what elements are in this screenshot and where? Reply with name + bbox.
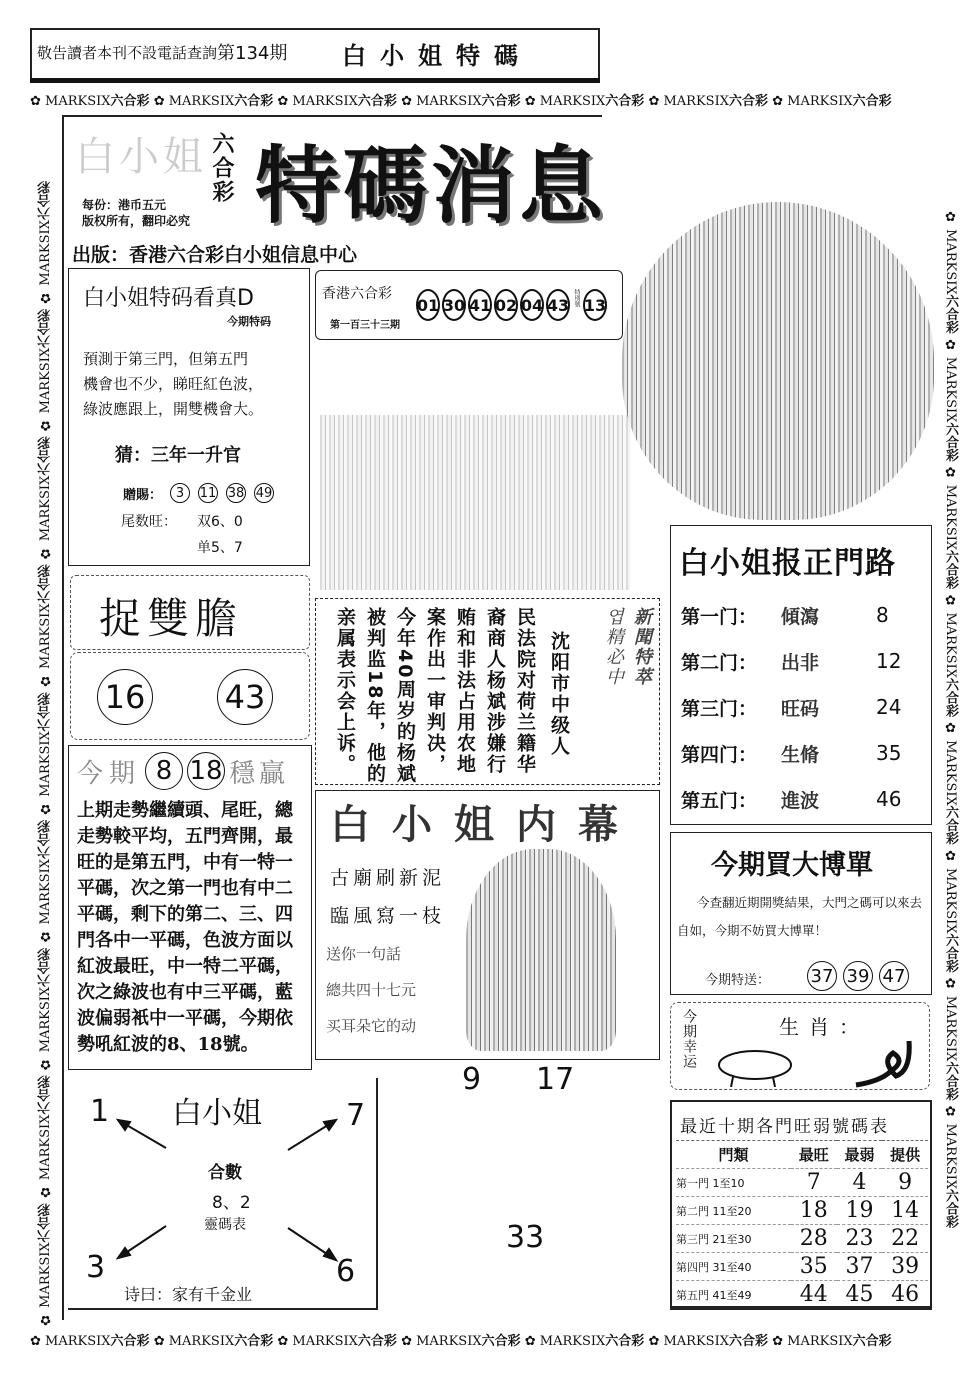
double-numbers-box [70,652,310,740]
prediction-subtitle: 今期特码 [227,315,271,328]
divider [30,78,600,83]
prediction-line: 預測于第三門，但第五門 [83,350,249,368]
marquee-unit: ✿ MARKSIX六合彩 [401,1334,521,1348]
issue-number: 第134期 [217,43,288,64]
insider-number: 33 [506,1220,545,1255]
double-number: 43 [217,669,273,725]
stats-value: 37 [837,1253,883,1281]
marquee-unit: ✿ MARKSIX六合彩 [30,94,150,108]
marquee-unit: ✿ MARKSIX六合彩 [524,1334,645,1348]
marquee-right [942,210,960,1325]
gate-label: 第五门： [681,789,758,812]
stats-value: 28 [791,1225,837,1253]
news-column: 被判监18年，他的 [364,607,386,785]
marquee-unit: ✿ MARKSIX六合彩 [943,465,958,590]
prediction-line: 機會也不少，睇旺紅色波， [83,375,264,393]
gift-ball: 3 [170,483,190,503]
prediction-text [83,347,263,422]
tail-label: 尾数旺： [121,514,177,530]
result-ball: 30 [442,289,466,321]
insider-number: 9 [462,1062,482,1097]
stats-header: 門類 [676,1141,791,1169]
zodiac-label: 生肖： [779,1015,869,1039]
spirit-box [68,1078,378,1310]
marquee-top [30,90,930,108]
gate-name: 旺码 [781,697,820,720]
lottery-label: 六合彩 [209,132,234,204]
marquee-unit: ✿ MARKSIX六合彩 [943,593,958,717]
gate-label: 第四门： [681,743,758,766]
insider-line: 送你一句話 [326,945,402,963]
gate-name: 生脩 [781,743,820,766]
result-ball: 04 [520,289,544,321]
prediction-title: 白小姐特码看真D [83,286,254,311]
marquee-unit: ✿ MARKSIX六合彩 [943,976,958,1101]
marquee-unit: ✿ MARKSIX六合彩 [648,94,768,108]
stats-header: 最弱 [837,1141,883,1169]
marquee-unit: ✿ MARKSIX六合彩 [943,210,958,334]
result-ball: 41 [468,289,492,321]
stats-row [676,1169,928,1197]
gate-number: 46 [876,787,902,811]
marquee-unit: ✿ MARKSIX六合彩 [38,692,53,816]
copyright: 版权所有，翻印必究 [82,214,191,228]
lucky-label: 今期幸运 [681,1009,697,1069]
stats-value: 4 [837,1169,883,1197]
gate-label: 第一门： [681,605,758,628]
stats-value: 19 [837,1197,883,1225]
sure-win-body: 上期走勢繼續頭、尾旺，總走勢較平均，五門齊開，最旺的是第五門，中有一特一平碼，次之第一門也有中二平碼，剩下的第二、三、四門各中一平碼，色波方面以紅波最旺，中一特二平碼，次之綠波也有中三平碼，藍波偏弱衹中一平碼，今期依勢吼紅波的8、18號。 [77,800,293,1055]
side-title: 新聞特萃 [631,607,652,687]
special-number: 37 [807,961,837,991]
insider-box [315,790,660,1060]
insider-title: 白小姐内幕 [330,802,640,848]
gate-name: 傾瀉 [781,605,820,628]
stats-row [676,1253,928,1281]
riddle: 猜：三年一升官 [115,445,241,466]
gate-name: 進波 [781,789,820,812]
sure-win-number: 8 [145,752,183,790]
stats-value: 23 [837,1225,883,1253]
news-column: 今年40周岁的杨斌 [394,607,416,785]
gate-row [681,684,921,730]
prediction-line: 綠波應跟上，開雙機會大。 [83,400,264,418]
poem-line: 臨風寫一枝 [330,905,446,927]
sum-label: 合數 [208,1163,242,1183]
gates-box [670,525,932,825]
sure-win-box [68,745,312,1070]
stats-row [676,1225,928,1253]
insider-line: 买耳朵它的动 [326,1017,417,1035]
marquee-unit: ✿ MARKSIX六合彩 [943,721,958,845]
gate-number: 12 [876,649,902,673]
double-number: 16 [97,669,153,725]
stats-header: 提供 [882,1141,928,1169]
big-bet-title: 今期買大博單 [711,850,873,881]
marquee-unit: ✿ MARKSIX六合彩 [772,1334,892,1348]
special-label: 今期特送： [705,973,771,988]
stats-gate: 第一門 1至10 [676,1169,791,1197]
insider-number: 17 [536,1062,575,1097]
lucky-box [670,1002,930,1090]
news-column: 民法院对荷兰籍华 [514,607,536,775]
gate-name: 出非 [781,651,820,674]
stats-value: 7 [791,1169,837,1197]
double-title: 捉雙膽 [99,594,244,643]
stats-header-row [676,1141,928,1169]
marquee-bottom [30,1330,935,1348]
marquee-unit: ✿ MARKSIX六合彩 [401,94,521,108]
news-column: 沈阳市中级人 [548,631,570,757]
gates-list [681,592,921,822]
side-title: 엽精必中 [603,607,624,687]
marquee-unit: ✿ MARKSIX六合彩 [38,181,53,305]
price: 每份：港币五元 [82,198,167,212]
marquee-unit: ✿ MARKSIX六合彩 [38,947,53,1072]
sure-win-prefix: 今期 [77,758,142,789]
stats-title: 最近十期各門旺弱號碼表 [680,1117,889,1137]
marquee-left [36,112,54,1327]
stats-row [676,1281,928,1309]
gift-label: 贈賜： [123,487,163,503]
marquee-unit: ✿ MARKSIX六合彩 [153,94,274,108]
notice: 敬告讀者本刊不設電話查詢 [37,44,218,62]
stats-value: 45 [837,1281,883,1309]
stats-row [676,1197,928,1225]
gate-row [681,776,921,822]
news-column: 亲属表示会上诉。 [334,607,356,775]
result-ball: 02 [494,289,518,321]
news-side-title [599,607,655,687]
marquee-unit: ✿ MARKSIX六合彩 [38,564,53,689]
stats-gate: 第四門 31至40 [676,1253,791,1281]
marquee-unit: ✿ MARKSIX六合彩 [772,94,892,108]
news-column: 贿和非法占用农地 [454,607,476,775]
corner-number: 6 [336,1254,356,1289]
stats-value: 35 [791,1253,837,1281]
prediction-box [68,268,310,566]
results-period: 第一百三十三期 [330,320,400,331]
news-box [315,598,660,785]
gifts [123,483,274,503]
results-label: 香港六合彩 [322,286,392,302]
corner-number: 1 [90,1094,110,1129]
gates-title: 白小姐报正門路 [679,546,896,581]
big-bet-box [670,832,932,995]
masthead-title: 特碼消息 [255,137,608,235]
pig-icon [711,1043,801,1087]
faint-brand: 白小姐 [75,134,207,180]
special-label: 特別號 [573,289,580,307]
marquee-unit: ✿ MARKSIX六合彩 [38,820,53,944]
stats-box [670,1100,932,1310]
marquee-unit: ✿ MARKSIX六合彩 [943,337,958,462]
poem: 诗曰：家有千金业 [124,1285,253,1304]
special-number: 39 [843,961,873,991]
news-column: 裔商人杨斌涉嫌行 [484,607,506,775]
result-ball: 43 [546,289,570,321]
header-strip [30,28,600,80]
tail-even: 双6、0 [197,514,243,530]
tail-odd: 单5、7 [197,540,243,556]
marquee-unit: ✿ MARKSIX六合彩 [277,1334,397,1348]
stats-value: 46 [882,1281,928,1309]
big-bet-body: 今查翻近期開獎結果，大門之碼可以來去自如，今期不妨買大博單！ [677,895,923,938]
gate-row [681,592,921,638]
special-number: 47 [879,961,909,991]
news-columns [330,607,574,784]
sum-value: 8、2 [212,1193,251,1213]
sure-win-title [77,752,289,790]
marquee-unit: ✿ MARKSIX六合彩 [943,848,958,973]
header-brand: 白小姐特碼 [342,42,532,70]
gate-number: 24 [876,695,902,719]
gate-label: 第三门： [681,697,758,720]
stats-header: 最旺 [791,1141,837,1169]
poem-line: 古廟刷新泥 [330,867,446,889]
gate-number: 35 [876,741,902,765]
stats-gate: 第二門 11至20 [676,1197,791,1225]
table-label: 靈碼表 [204,1217,246,1233]
photo-woman [622,202,934,520]
stats-table [676,1140,928,1309]
marquee-unit: ✿ MARKSIX六合彩 [943,1104,958,1229]
marquee-unit: ✿ MARKSIX六合彩 [153,1334,274,1348]
marquee-unit: ✿ MARKSIX六合彩 [38,308,53,433]
stats-value: 39 [882,1253,928,1281]
special-ball: 13 [583,289,607,321]
gate-row [681,638,921,684]
sure-win-suffix: 穩贏 [229,758,290,789]
marquee-unit: ✿ MARKSIX六合彩 [648,1334,768,1348]
gate-number: 8 [876,603,889,627]
marquee-unit: ✿ MARKSIX六合彩 [30,1334,150,1348]
marquee-unit: ✿ MARKSIX六合彩 [38,1075,53,1200]
sure-win-number: 18 [187,752,225,790]
stats-value: 18 [791,1197,837,1225]
spirit-title: 白小姐 [172,1096,262,1131]
double-title-box [70,575,310,650]
marquee-unit: ✿ MARKSIX六合彩 [277,94,397,108]
gift-ball: 38 [226,483,246,503]
stats-value: 22 [882,1225,928,1253]
gift-ball: 49 [254,483,274,503]
corner-number: 7 [346,1098,366,1133]
insider-line: 總共四十七元 [326,981,417,999]
stats-value: 9 [882,1169,928,1197]
publisher: 出版：香港六合彩白小姐信息中心 [72,244,358,266]
marquee-unit: ✿ MARKSIX六合彩 [38,436,53,561]
marquee-unit: ✿ MARKSIX六合彩 [38,1203,53,1327]
gate-label: 第二门： [681,651,758,674]
marquee-unit: ✿ MARKSIX六合彩 [524,94,645,108]
stats-gate: 第五門 41至49 [676,1281,791,1309]
corner-number: 3 [86,1250,106,1285]
stats-value: 44 [791,1281,837,1309]
result-balls [416,289,607,321]
wolf-illustration [320,415,630,590]
stats-gate: 第三門 21至30 [676,1225,791,1253]
stats-value: 14 [882,1197,928,1225]
snake-icon [851,1031,921,1089]
gift-ball: 11 [198,483,218,503]
results-box [315,270,623,340]
gate-row [681,730,921,776]
result-ball: 01 [416,289,440,321]
photo-girl [466,849,616,1051]
news-column: 案作出一审判决， [424,607,446,775]
